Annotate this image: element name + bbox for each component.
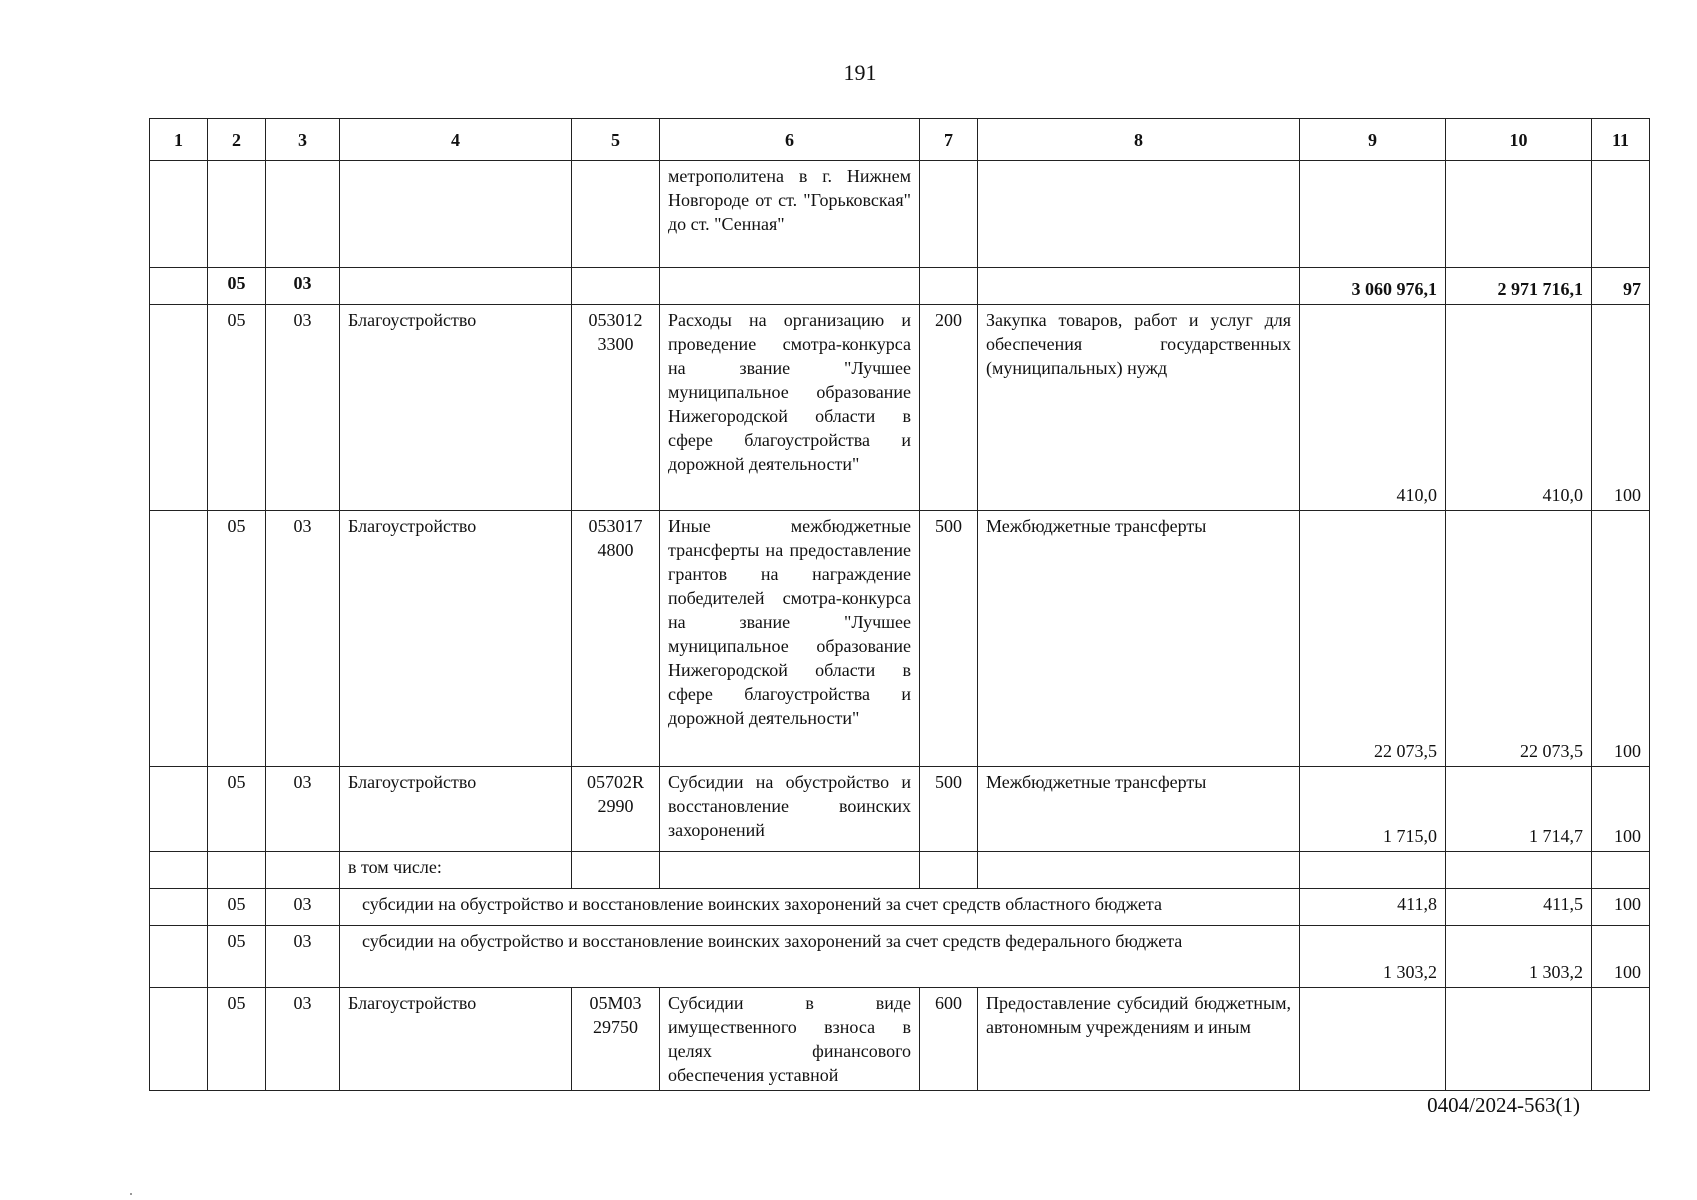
cell: 411,5 <box>1446 889 1592 926</box>
cell: Межбюджетные трансферты <box>978 767 1300 852</box>
table-row <box>150 305 1650 511</box>
cell: Благоустройство <box>340 767 572 852</box>
cell <box>920 161 978 268</box>
cell: 1 303,2 <box>1300 926 1446 988</box>
cell: 03 <box>266 988 340 1091</box>
cell: в том числе: <box>340 852 572 889</box>
cell: Субсидии на обустройство и восстановление воинских захоронений <box>660 767 920 852</box>
cell: 500 <box>920 511 978 767</box>
cell <box>340 161 572 268</box>
cell <box>920 852 978 889</box>
cell: Межбюджетные трансферты <box>978 511 1300 767</box>
col-header: 4 <box>340 119 572 161</box>
cell: 03 <box>266 511 340 767</box>
cell: 03 <box>266 268 340 305</box>
cell <box>1300 852 1446 889</box>
col-header: 1 <box>150 119 208 161</box>
merged-cell: субсидии на обустройство и восстановление воинских захоронений за счет средств областного бюджета <box>340 889 1300 926</box>
cell: 600 <box>920 988 978 1091</box>
col-header: 10 <box>1446 119 1592 161</box>
cell <box>1446 852 1592 889</box>
cell <box>1446 988 1592 1091</box>
table-row <box>150 511 1650 767</box>
cell <box>978 852 1300 889</box>
cell: 100 <box>1592 511 1650 767</box>
cell: 3 060 976,1 <box>1300 268 1446 305</box>
cell: 200 <box>920 305 978 511</box>
col-header: 7 <box>920 119 978 161</box>
table-row <box>150 767 1650 852</box>
col-header: 6 <box>660 119 920 161</box>
cell <box>1592 161 1650 268</box>
budget-table <box>149 118 1650 1091</box>
cell <box>266 161 340 268</box>
cell <box>208 161 266 268</box>
cell <box>150 988 208 1091</box>
col-header: 11 <box>1592 119 1650 161</box>
cell: 05 <box>208 889 266 926</box>
cell: 05 <box>208 926 266 988</box>
scan-artifact <box>130 1193 132 1195</box>
cell <box>150 767 208 852</box>
cell <box>978 161 1300 268</box>
cell: Благоустройство <box>340 511 572 767</box>
cell: 05 <box>208 511 266 767</box>
cell <box>1446 161 1592 268</box>
table-row <box>150 161 1650 268</box>
cell: 05702R 2990 <box>572 767 660 852</box>
cell <box>150 852 208 889</box>
table-row <box>150 988 1650 1091</box>
cell <box>1300 988 1446 1091</box>
cell <box>266 852 340 889</box>
cell: 05 <box>208 305 266 511</box>
cell: 100 <box>1592 926 1650 988</box>
cell: 1 303,2 <box>1446 926 1592 988</box>
cell <box>150 511 208 767</box>
cell <box>660 268 920 305</box>
cell: 05 <box>208 988 266 1091</box>
col-header: 3 <box>266 119 340 161</box>
cell <box>208 852 266 889</box>
cell <box>150 161 208 268</box>
cell: 97 <box>1592 268 1650 305</box>
cell: 410,0 <box>1446 305 1592 511</box>
cell <box>150 926 208 988</box>
cell: 053017 4800 <box>572 511 660 767</box>
cell: 05М03 29750 <box>572 988 660 1091</box>
cell: 2 971 716,1 <box>1446 268 1592 305</box>
cell: Закупка товаров, работ и услуг для обеспечения государственных (муниципальных) нужд <box>978 305 1300 511</box>
col-header: 2 <box>208 119 266 161</box>
cell: 100 <box>1592 305 1650 511</box>
cell <box>1592 988 1650 1091</box>
cell: Благоустройство <box>340 305 572 511</box>
cell: 1 714,7 <box>1446 767 1592 852</box>
header-row <box>150 119 1650 161</box>
merged-cell: субсидии на обустройство и восстановление воинских захоронений за счет средств федерального бюджета <box>340 926 1300 988</box>
cell: 03 <box>266 305 340 511</box>
cell <box>150 305 208 511</box>
cell: Расходы на организацию и проведение смотра-конкурса на звание "Лучшее муниципальное образование Нижегородской области в сфере благоустройства и дорожной деятельности" <box>660 305 920 511</box>
cell: метрополитена в г. Нижнем Новгороде от ст. "Горьковская" до ст. "Сенная" <box>660 161 920 268</box>
cell <box>978 268 1300 305</box>
cell <box>660 852 920 889</box>
cell: 03 <box>266 926 340 988</box>
cell: 410,0 <box>1300 305 1446 511</box>
page-number: 191 <box>843 60 877 85</box>
table-row <box>150 852 1650 889</box>
cell: 1 715,0 <box>1300 767 1446 852</box>
cell: 411,8 <box>1300 889 1446 926</box>
table-row <box>150 889 1650 926</box>
cell: Предоставление субсидий бюджетным, автономным учреждениям и иным <box>978 988 1300 1091</box>
cell <box>920 268 978 305</box>
cell: 05 <box>208 268 266 305</box>
cell <box>150 889 208 926</box>
cell: Субсидии в виде имущественного взноса в целях финансового обеспечения уставной <box>660 988 920 1091</box>
table-row <box>150 926 1650 988</box>
cell: 100 <box>1592 889 1650 926</box>
cell: 03 <box>266 767 340 852</box>
cell <box>1300 161 1446 268</box>
cell <box>150 268 208 305</box>
cell: 500 <box>920 767 978 852</box>
cell <box>572 161 660 268</box>
cell: 22 073,5 <box>1446 511 1592 767</box>
document-id: 0404/2024-563(1) <box>1427 1093 1580 1117</box>
cell: Благоустройство <box>340 988 572 1091</box>
col-header: 8 <box>978 119 1300 161</box>
cell <box>1592 852 1650 889</box>
cell <box>340 268 572 305</box>
cell: 100 <box>1592 767 1650 852</box>
cell: 03 <box>266 889 340 926</box>
subtotal-row <box>150 268 1650 305</box>
col-header: 5 <box>572 119 660 161</box>
cell: 05 <box>208 767 266 852</box>
col-header: 9 <box>1300 119 1446 161</box>
cell: Иные межбюджетные трансферты на предоставление грантов на награждение победителей смотра-конкурса на звание "Лучшее муниципальное образование Нижегородской области в сфере благоустройства и дорожной деятельности" <box>660 511 920 767</box>
cell <box>572 852 660 889</box>
cell: 053012 3300 <box>572 305 660 511</box>
cell: 22 073,5 <box>1300 511 1446 767</box>
cell <box>572 268 660 305</box>
